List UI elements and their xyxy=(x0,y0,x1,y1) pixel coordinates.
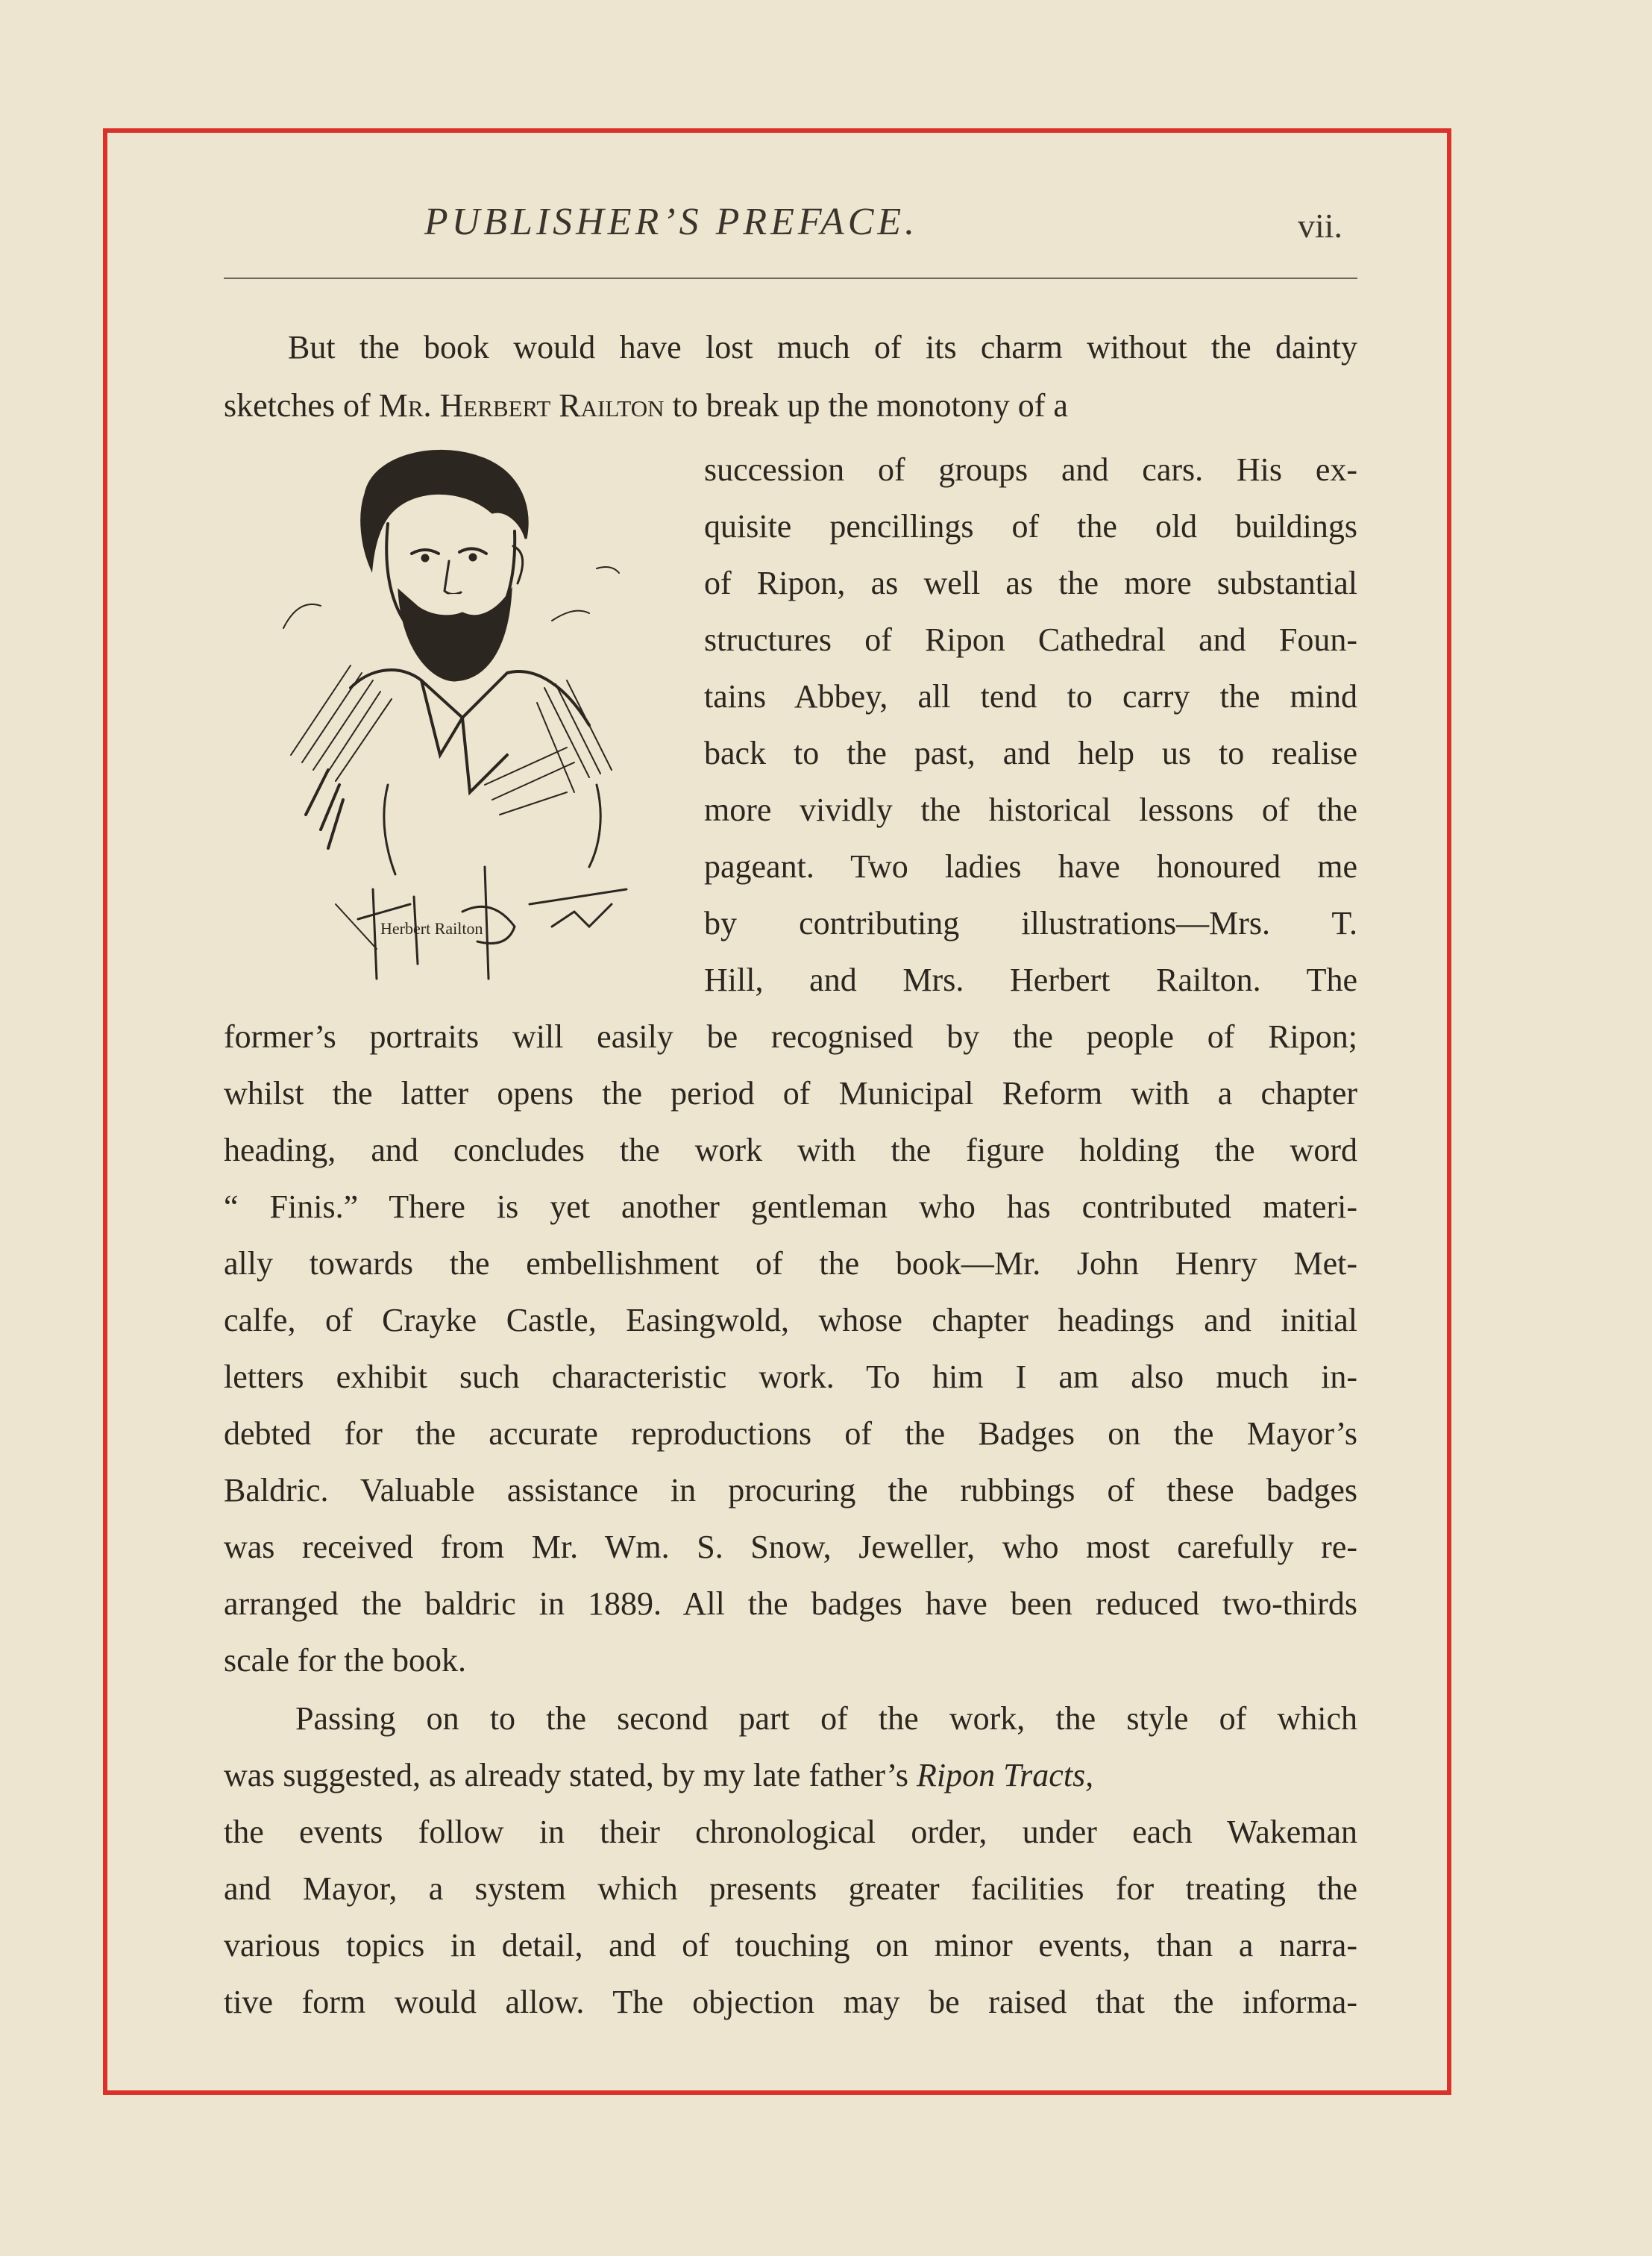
text-line: Baldric. Valuable assistance in procuring the rubbings of these badges xyxy=(224,1472,1357,1508)
text-line: whilst the latter opens the period of Municipal Reform with a chapter xyxy=(224,1075,1357,1112)
text-line: Passing on to the second part of the work, the style of which xyxy=(295,1700,1357,1737)
text-line: the events follow in their chronological order, under each Wakeman xyxy=(224,1814,1357,1850)
text-line: succession of groups and cars. His ex- xyxy=(704,451,1357,488)
portrait-signature: Herbert Railton xyxy=(380,919,483,938)
text-segment: to break up the monotony of a xyxy=(672,387,1068,424)
text-line: ally towards the embellishment of the book—Mr. John Henry Met- xyxy=(224,1245,1357,1282)
text-line xyxy=(224,1756,1093,1795)
text-segment-italic: Ripon Tracts, xyxy=(917,1757,1094,1793)
text-line: more vividly the historical lessons of the xyxy=(704,792,1357,828)
text-line: was received from Mr. Wm. S. Snow, Jeweller, who most carefully re- xyxy=(224,1529,1357,1565)
text-line: pageant. Two ladies have honoured me xyxy=(704,848,1357,885)
text-line: But the book would have lost much of its charm without the dainty xyxy=(288,329,1357,366)
text-line: various topics in detail, and of touching on minor events, than a narra- xyxy=(224,1927,1357,1964)
text-line: calfe, of Crayke Castle, Easingwold, whose chapter headings and initial xyxy=(224,1302,1357,1338)
text-line: tive form would allow. The objection may be raised that the informa- xyxy=(224,1984,1357,2020)
text-line: former’s portraits will easily be recognised by the people of Ripon; xyxy=(224,1018,1357,1055)
text-line: “ Finis.” There is yet another gentleman who has contributed materi- xyxy=(224,1188,1357,1225)
text-line: letters exhibit such characteristic work. To him I am also much in- xyxy=(224,1359,1357,1395)
header-rule xyxy=(224,278,1357,279)
text-line: of Ripon, as well as the more substantial xyxy=(704,565,1357,601)
text-line: arranged the baldric in 1889. All the badges have been reduced two-thirds xyxy=(224,1585,1357,1622)
text-line: structures of Ripon Cathedral and Foun- xyxy=(704,621,1357,658)
page-number: vii. xyxy=(1298,207,1343,245)
text-line: scale for the book. xyxy=(224,1642,466,1679)
text-segment-smallcaps: Mr. Herbert Railton xyxy=(378,387,665,424)
text-line: tains Abbey, all tend to carry the mind xyxy=(704,678,1357,715)
text-line: debted for the accurate reproductions of the Badges on the Mayor’s xyxy=(224,1415,1357,1452)
portrait-sketch-icon xyxy=(239,442,671,994)
text-line: by contributing illustrations—Mrs. T. xyxy=(704,905,1357,941)
text-line: heading, and concludes the work with the figure holding the word xyxy=(224,1132,1357,1168)
text-line: and Mayor, a system which presents greater facilities for treating the xyxy=(224,1870,1357,1907)
text-line: back to the past, and help us to realise xyxy=(704,735,1357,771)
text-line: quisite pencillings of the old buildings xyxy=(704,508,1357,545)
running-head-title: PUBLISHER’S PREFACE. xyxy=(424,201,919,243)
text-line xyxy=(224,386,1068,425)
text-segment: was suggested, as already stated, by my late father’s xyxy=(224,1757,909,1793)
text-segment: sketches of xyxy=(224,387,371,424)
text-line: Hill, and Mrs. Herbert Railton. The xyxy=(704,962,1357,998)
